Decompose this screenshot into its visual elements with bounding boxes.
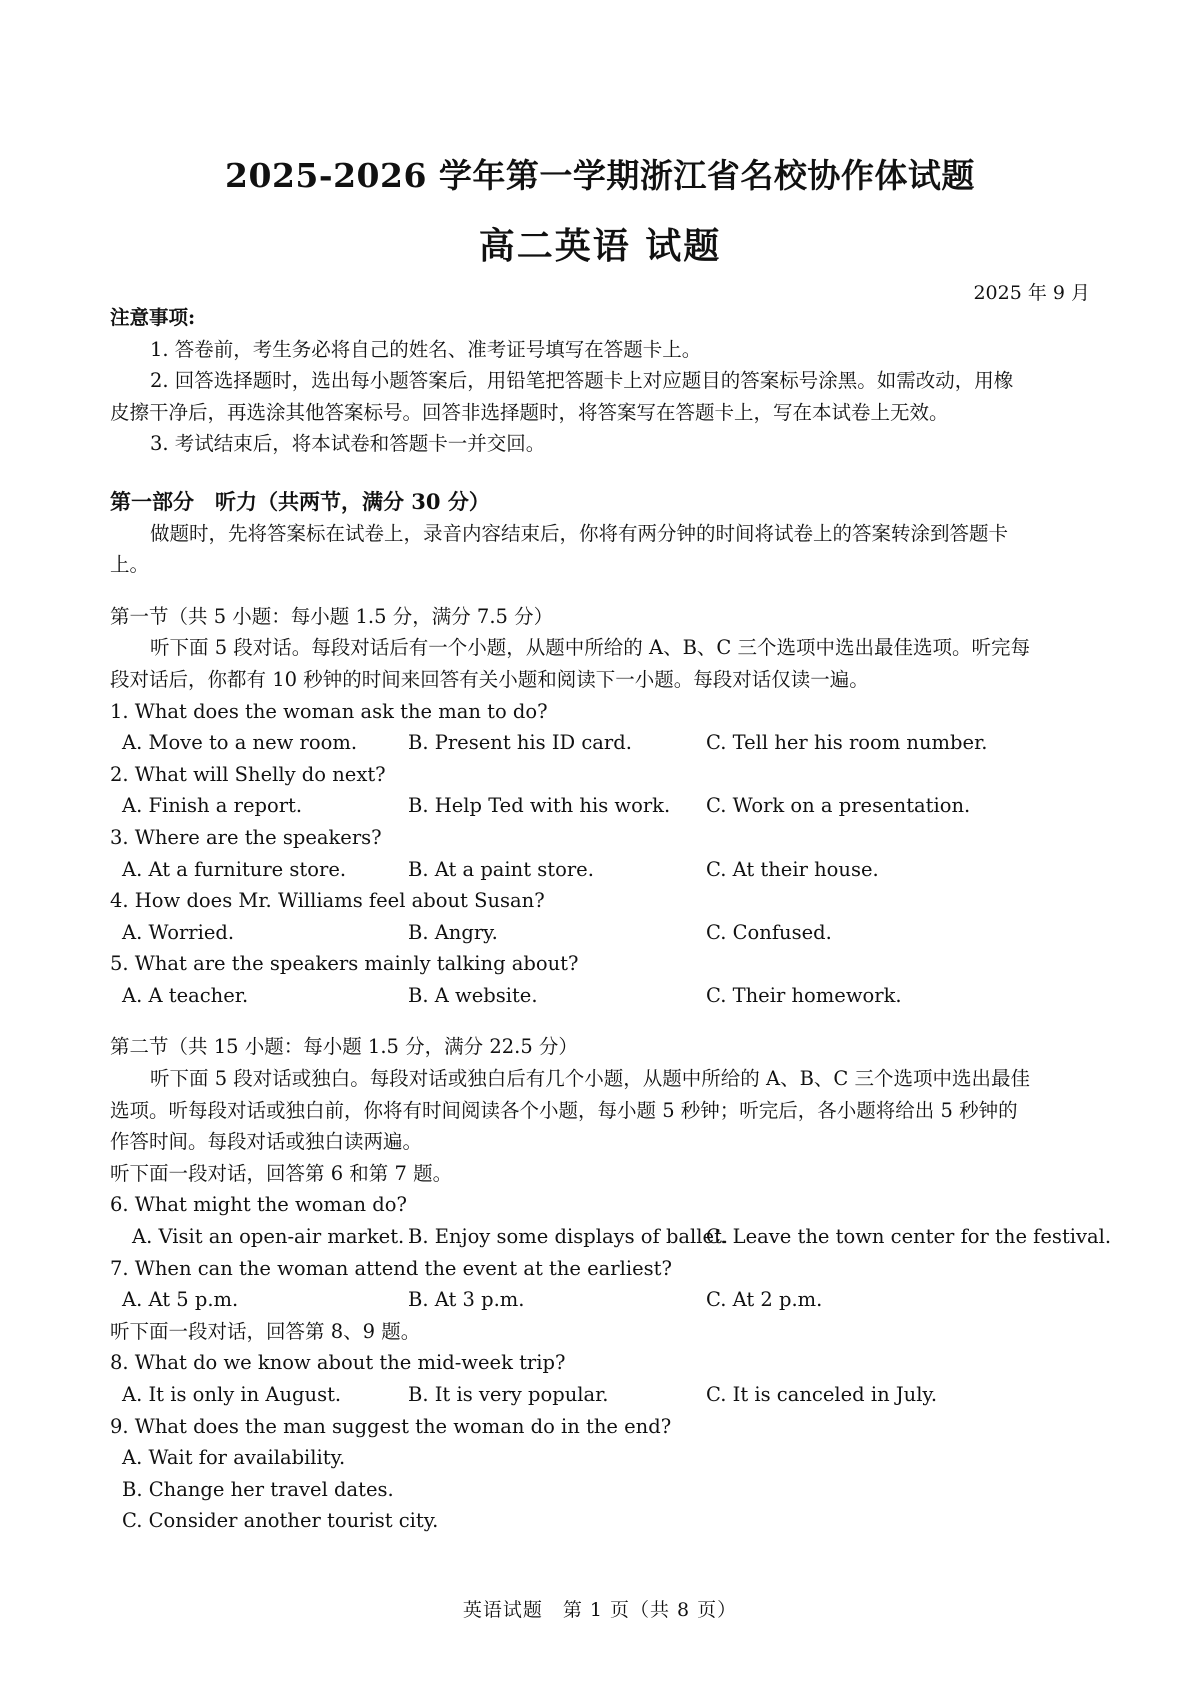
option-c: C. Confused. — [706, 920, 832, 944]
question-4-options — [110, 917, 1100, 949]
part1-intro-1: 做题时，先将答案标在试卷上，录音内容结束后，你将有两分钟的时间将试卷上的答案转涂到答题卡 — [150, 521, 1009, 545]
section2-intro-1: 听下面 5 段对话或独白。每段对话或独白后有几个小题，从题中所给的 A、B、C 三个选项中选出最佳 — [150, 1067, 1031, 1091]
option-c: C. Consider another tourist city. — [122, 1509, 439, 1533]
option-a: A. At a furniture store. — [122, 857, 347, 881]
part1-heading: 第一部分 听力（共两节，满分 30 分） — [110, 488, 490, 514]
option-a: A. Finish a report. — [122, 794, 303, 818]
exam-content — [110, 302, 1112, 1537]
option-b: B. It is very popular. — [408, 1383, 609, 1406]
section1-intro-2: 段对话后，你都有 10 秒钟的时间来回答有关小题和阅读下一小题。每段对话仅读一遍。 — [110, 667, 869, 691]
option-c: C. At 2 p.m. — [706, 1288, 823, 1312]
option-a: A. It is only in August. — [122, 1383, 342, 1406]
question-8-options — [110, 1379, 1100, 1411]
question-5-options — [110, 980, 1100, 1012]
option-a: A. Visit an open-air market. — [132, 1225, 405, 1249]
option-b: B. A website. — [408, 983, 538, 1007]
question-6-options — [110, 1221, 1112, 1253]
option-c: C. Their homework. — [706, 983, 902, 1007]
question-4: 4. How does Mr. Williams feel about Susan? — [110, 889, 545, 913]
option-b: B. Help Ted with his work. — [408, 794, 671, 818]
notes-item-3: 3. 考试结束后，将本试卷和答题卡一并交回。 — [150, 432, 546, 456]
section2-intro-3: 作答时间。每段对话或独白读两遍。 — [110, 1130, 423, 1154]
section2-intro-2: 选项。听每段对话或独白前，你将有时间阅读各个小题，每小题 5 秒钟；听完后，各小题将给出 5 秒钟的 — [110, 1098, 1018, 1122]
notes-item-2-cont: 皮擦干净后，再选涂其他答案标号。回答非选择题时，将答案写在答题卡上，写在本试卷上无效。 — [110, 400, 949, 424]
question-5: 5. What are the speakers mainly talking about? — [110, 952, 579, 976]
section2-heading: 第二节（共 15 小题：每小题 1.5 分，满分 22.5 分） — [110, 1035, 578, 1059]
question-9: 9. What does the man suggest the woman do in the end? — [110, 1414, 672, 1438]
question-1: 1. What does the woman ask the man to do? — [110, 699, 548, 723]
question-7: 7. When can the woman attend the event at the earliest? — [110, 1256, 672, 1280]
option-c: C. Leave the town center for the festival. — [706, 1225, 1112, 1249]
option-c: C. Tell her his room number. — [706, 731, 988, 755]
option-a: A. A teacher. — [122, 983, 249, 1007]
section1-intro-1: 听下面 5 段对话。每段对话后有一个小题，从题中所给的 A、B、C 三个选项中选出最佳选项。听完每 — [150, 636, 1031, 660]
exam-date: 2025 年 9 月 — [973, 282, 1090, 304]
part1-intro-2: 上。 — [110, 553, 150, 577]
option-c: C. Work on a presentation. — [706, 794, 971, 818]
question-8: 8. What do we know about the mid-week trip? — [110, 1351, 566, 1375]
exam-title: 2025-2026 学年第一学期浙江省名校协作体试题 — [225, 156, 975, 195]
dialogue-group-1: 听下面一段对话，回答第 6 和第 7 题。 — [110, 1161, 453, 1185]
option-b: B. Angry. — [408, 920, 498, 944]
option-b: B. Enjoy some displays of ballet. — [408, 1225, 729, 1249]
option-a: A. Move to a new room. — [122, 731, 358, 755]
option-a: A. Worried. — [122, 920, 235, 944]
option-a: A. Wait for availability. — [122, 1446, 346, 1470]
notes-heading: 注意事项: — [110, 306, 196, 329]
dialogue-group-2: 听下面一段对话，回答第 8、9 题。 — [110, 1319, 421, 1343]
question-1-options — [110, 727, 1100, 759]
question-3-options — [110, 854, 1100, 886]
question-6: 6. What might the woman do? — [110, 1193, 407, 1217]
question-2-options — [110, 790, 1100, 822]
question-7-options — [110, 1284, 1100, 1316]
question-3: 3. Where are the speakers? — [110, 825, 382, 849]
option-b: B. At 3 p.m. — [408, 1288, 525, 1312]
option-c: C. At their house. — [706, 857, 879, 881]
option-b: B. Change her travel dates. — [122, 1477, 394, 1501]
section1-heading: 第一节（共 5 小题：每小题 1.5 分，满分 7.5 分） — [110, 604, 554, 628]
notes-item-2: 2. 回答选择题时，选出每小题答案后，用铅笔把答题卡上对应题目的答案标号涂黑。如需改动，用橡 — [150, 369, 1014, 393]
option-b: B. At a paint store. — [408, 857, 594, 881]
page-footer: 英语试题 第 1 页（共 8 页） — [462, 1599, 738, 1621]
option-c: C. It is canceled in July. — [706, 1383, 938, 1406]
option-b: B. Present his ID card. — [408, 731, 632, 755]
option-a: A. At 5 p.m. — [122, 1288, 239, 1312]
notes-item-1: 1. 答卷前，考生务必将自己的姓名、准考证号填写在答题卡上。 — [150, 337, 702, 361]
question-2: 2. What will Shelly do next? — [110, 762, 386, 786]
exam-subtitle: 高二英语 试题 — [478, 225, 722, 267]
